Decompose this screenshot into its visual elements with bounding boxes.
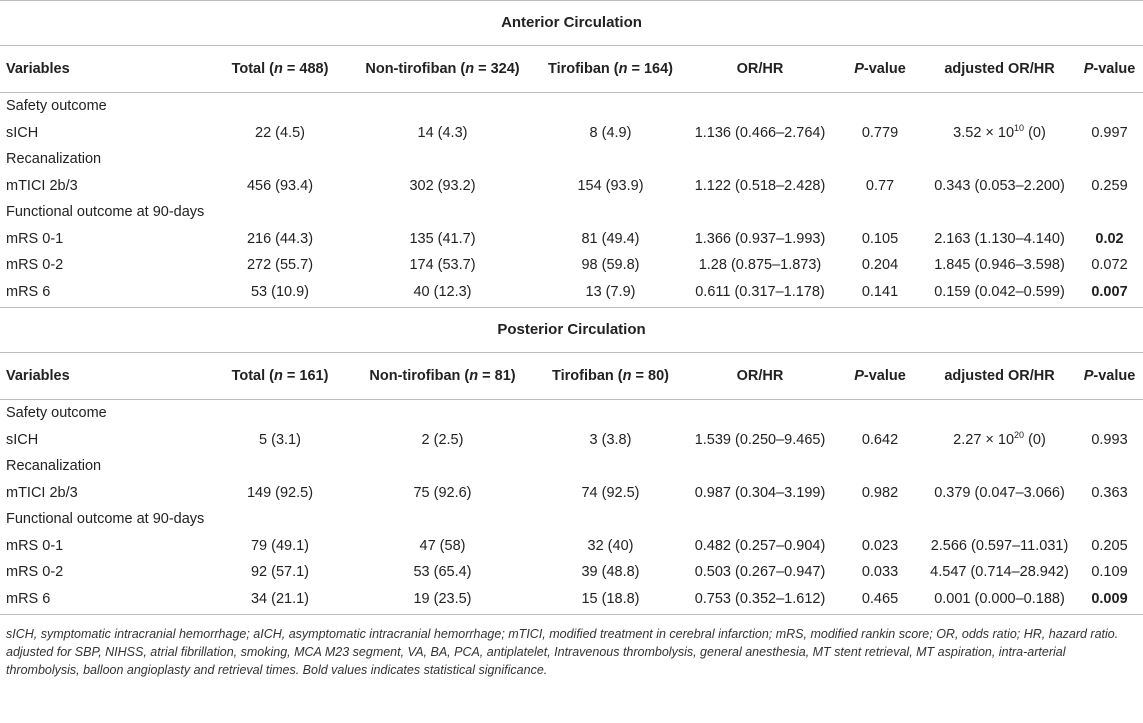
cell-p-value: 0.033 xyxy=(861,564,899,581)
table-row xyxy=(0,480,1143,507)
header-adjusted-or-hr: adjusted OR/HR xyxy=(923,46,1076,93)
group-row xyxy=(0,400,1143,427)
cell-tirofiban: 15 (18.8) xyxy=(538,586,683,615)
header-adjusted-p-value: P-value xyxy=(1076,46,1143,93)
cell-adjusted-p-value: 0.993 xyxy=(1091,431,1128,448)
cell-total: 216 (44.3) xyxy=(246,230,314,247)
cell-or-hr: 1.136 (0.466–2.764) xyxy=(694,124,826,141)
table-row xyxy=(0,279,1143,308)
group-row xyxy=(0,199,1143,226)
cell-or-hr: 1.539 (0.250–9.465) xyxy=(694,431,826,448)
header-p-value: P-value xyxy=(837,46,923,93)
cell-p-value: 0.105 xyxy=(861,230,899,247)
cell-tirofiban: 32 (40) xyxy=(587,537,634,554)
header-tirofiban: Tirofiban (n = 80) xyxy=(538,353,683,400)
group-recanalization: Recanalization xyxy=(6,151,102,168)
cell-tirofiban: 13 (7.9) xyxy=(538,279,683,308)
group-row xyxy=(0,506,1143,533)
cell-adjusted-p-value-significant: 0.02 xyxy=(1095,230,1124,247)
cell-p-value: 0.023 xyxy=(861,537,899,554)
cell-variable: mTICI 2b/3 xyxy=(6,484,78,501)
posterior-section-title: Posterior Circulation xyxy=(0,308,1143,353)
table-row xyxy=(0,120,1143,147)
cell-p-value: 0.141 xyxy=(837,279,923,308)
anterior-table xyxy=(0,46,1143,308)
cell-adjusted-p-value-significant: 0.009 xyxy=(1076,586,1143,615)
group-recanalization: Recanalization xyxy=(6,458,102,475)
group-row xyxy=(0,93,1143,120)
group-row xyxy=(0,146,1143,173)
cell-adjusted-or-hr: 0.001 (0.000–0.188) xyxy=(923,586,1076,615)
table-row xyxy=(0,226,1143,253)
cell-or-hr: 1.122 (0.518–2.428) xyxy=(694,177,826,194)
cell-total: 34 (21.1) xyxy=(213,586,347,615)
group-functional: Functional outcome at 90-days xyxy=(6,511,205,528)
cell-variable: mRS 6 xyxy=(0,279,213,308)
header-variables: Variables xyxy=(0,353,213,400)
cell-adjusted-or-hr: $2.27 \times 10^{20}$ (0) xyxy=(953,429,1046,448)
cell-adjusted-or-hr: 0.343 (0.053–2.200) xyxy=(934,177,1065,194)
cell-variable: sICH xyxy=(6,124,39,141)
table-row xyxy=(0,173,1143,200)
cell-total: 92 (57.1) xyxy=(250,564,310,581)
header-non-tirofiban: Non-tirofiban (n = 81) xyxy=(347,353,538,400)
footnote-abbreviations: sICH, symptomatic intracranial hemorrhage; aICH, asymptomatic intracranial hemorrhage; mTICI, modified treatment in cerebral infarction; mRS, modified rankin score; OR, odds ratio; HR, hazard ratio. xyxy=(6,627,1119,641)
cell-tirofiban: 154 (93.9) xyxy=(577,177,644,194)
cell-adjusted-or-hr: 2.163 (1.130–4.140) xyxy=(934,230,1065,247)
cell-non-tirofiban: 302 (93.2) xyxy=(409,177,476,194)
cell-tirofiban: 81 (49.4) xyxy=(581,230,640,247)
header-tirofiban: Tirofiban (n = 164) xyxy=(538,46,683,93)
cell-total: 5 (3.1) xyxy=(259,431,301,448)
cell-variable: sICH xyxy=(6,431,39,448)
table-row xyxy=(0,427,1143,454)
cell-adjusted-p-value: 0.072 xyxy=(1091,257,1128,274)
cell-total: 272 (55.7) xyxy=(246,257,314,274)
cell-non-tirofiban: 40 (12.3) xyxy=(347,279,538,308)
group-row xyxy=(0,453,1143,480)
anterior-section-title: Anterior Circulation xyxy=(0,0,1143,46)
table-row xyxy=(0,559,1143,586)
cell-tirofiban: 39 (48.8) xyxy=(581,564,640,581)
cell-adjusted-p-value: 0.259 xyxy=(1091,177,1128,194)
table-row xyxy=(0,586,1143,615)
cell-variable: mRS 0-2 xyxy=(6,564,64,581)
posterior-header-row xyxy=(0,353,1143,400)
cell-variable: mRS 0-2 xyxy=(6,257,64,274)
group-safety: Safety outcome xyxy=(6,98,107,115)
cell-adjusted-or-hr: 0.159 (0.042–0.599) xyxy=(923,279,1076,308)
cell-adjusted-or-hr: 4.547 (0.714–28.942) xyxy=(930,564,1069,581)
cell-p-value: 0.642 xyxy=(861,431,899,448)
cell-variable: mTICI 2b/3 xyxy=(6,177,78,194)
cell-p-value: 0.77 xyxy=(865,177,895,194)
header-adjusted-p-value: P-value xyxy=(1076,353,1143,400)
header-non-tirofiban: Non-tirofiban (n = 324) xyxy=(347,46,538,93)
cell-adjusted-p-value: 0.205 xyxy=(1091,537,1128,554)
header-total: Total (n = 488) xyxy=(213,46,347,93)
cell-adjusted-or-hr: 2.566 (0.597–11.031) xyxy=(930,537,1069,554)
cell-tirofiban: 3 (3.8) xyxy=(589,431,632,448)
cell-p-value: 0.204 xyxy=(861,257,899,274)
cell-or-hr: 1.366 (0.937–1.993) xyxy=(694,230,826,247)
group-functional: Functional outcome at 90-days xyxy=(6,204,205,221)
cell-adjusted-p-value: 0.109 xyxy=(1091,564,1128,581)
header-adjusted-or-hr: adjusted OR/HR xyxy=(923,353,1076,400)
cell-non-tirofiban: 75 (92.6) xyxy=(413,484,472,501)
cell-or-hr: 0.482 (0.257–0.904) xyxy=(694,537,826,554)
group-safety: Safety outcome xyxy=(6,405,107,422)
cell-adjusted-p-value-significant: 0.007 xyxy=(1076,279,1143,308)
cell-or-hr: 0.753 (0.352–1.612) xyxy=(683,586,837,615)
cell-or-hr: 0.987 (0.304–3.199) xyxy=(694,484,826,501)
cell-non-tirofiban: 174 (53.7) xyxy=(409,257,476,274)
cell-variable: mRS 6 xyxy=(0,586,213,615)
cell-or-hr: 0.503 (0.267–0.947) xyxy=(694,564,826,581)
footnote-adjustment: adjusted for SBP, NIHSS, atrial fibrillation, smoking, MCA M23 segment, VA, BA, PCA, antiplatelet, Intravenous thrombolysis, general anesthesia, MT stent retrieval, MT aspiration, intra-arterial thrombolysis, balloon angioplasty and retrieval times. Bold values indicates statistical significance. xyxy=(6,645,1066,677)
cell-total: 53 (10.9) xyxy=(213,279,347,308)
cell-or-hr: 1.28 (0.875–1.873) xyxy=(698,257,822,274)
cell-adjusted-or-hr: 1.845 (0.946–3.598) xyxy=(934,257,1065,274)
header-p-value: P-value xyxy=(837,353,923,400)
cell-non-tirofiban: 53 (65.4) xyxy=(413,564,472,581)
cell-or-hr: 0.611 (0.317–1.178) xyxy=(683,279,837,308)
cell-adjusted-or-hr: 0.379 (0.047–3.066) xyxy=(934,484,1065,501)
cell-non-tirofiban: 47 (58) xyxy=(419,537,466,554)
cell-total: 79 (49.1) xyxy=(250,537,310,554)
header-total: Total (n = 161) xyxy=(213,353,347,400)
cell-total: 149 (92.5) xyxy=(246,484,314,501)
cell-non-tirofiban: 2 (2.5) xyxy=(421,431,464,448)
posterior-table xyxy=(0,353,1143,615)
cell-tirofiban: 74 (92.5) xyxy=(581,484,640,501)
cell-adjusted-or-hr: $3.52 \times 10^{10}$ (0) xyxy=(953,122,1046,141)
cell-variable: mRS 0-1 xyxy=(6,537,64,554)
cell-adjusted-p-value: 0.363 xyxy=(1091,484,1128,501)
cell-total: 22 (4.5) xyxy=(255,124,305,141)
anterior-header-row xyxy=(0,46,1143,93)
cell-p-value: 0.982 xyxy=(861,484,899,501)
cell-non-tirofiban: 19 (23.5) xyxy=(347,586,538,615)
header-or-hr: OR/HR xyxy=(683,353,837,400)
header-variables: Variables xyxy=(0,46,213,93)
table-row xyxy=(0,533,1143,560)
cell-tirofiban: 8 (4.9) xyxy=(589,124,632,141)
header-or-hr: OR/HR xyxy=(683,46,837,93)
cell-variable: mRS 0-1 xyxy=(6,230,64,247)
cell-total: 456 (93.4) xyxy=(246,177,314,194)
table-row xyxy=(0,252,1143,279)
cell-adjusted-p-value: 0.997 xyxy=(1091,124,1128,141)
table-footnotes xyxy=(0,615,1143,679)
cell-tirofiban: 98 (59.8) xyxy=(581,257,640,274)
cell-p-value: 0.465 xyxy=(837,586,923,615)
cell-p-value: 0.779 xyxy=(861,124,899,141)
cell-non-tirofiban: 14 (4.3) xyxy=(417,124,468,141)
cell-non-tirofiban: 135 (41.7) xyxy=(409,230,476,247)
